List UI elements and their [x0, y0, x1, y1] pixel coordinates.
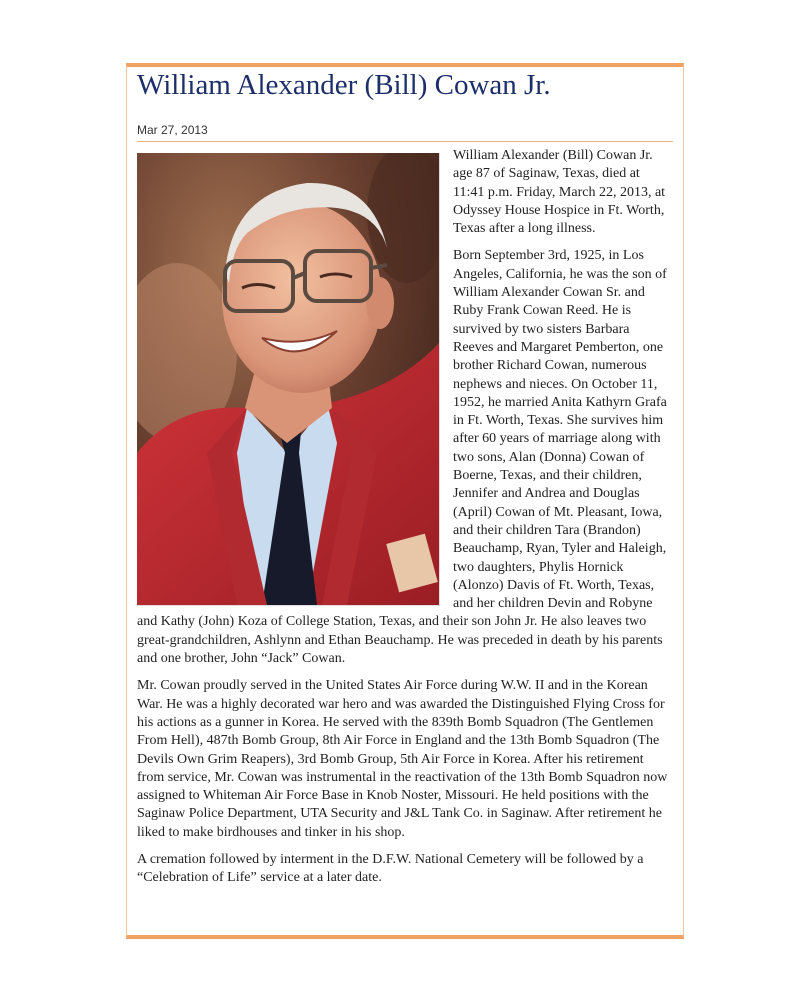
- portrait-illustration: [137, 153, 439, 605]
- obituary-body: [137, 143, 673, 897]
- paragraph: A cremation followed by interment in the D.F.W. National Cemetery will be followed by a “Celebration of Life” service at a later date.: [137, 851, 644, 886]
- obituary-title: William Alexander (Bill) Cowan Jr.: [137, 69, 551, 101]
- portrait-photo: [137, 153, 440, 606]
- paragraph: William Alexander (Bill) Cowan Jr. age 87 of Saginaw, Texas, died at 11:41 p.m. Friday, March 22, 2013, at Odyssey House Hospice in Ft. Worth, Texas after a long illness.: [453, 148, 666, 237]
- paragraph: Mr. Cowan proudly served in the United States Air Force during W.W. II and in the Korean War. He was a highly decorated war hero and was awarded the Distinguished Flying Cross for his actions as a gunner in Korea. He served with the 839th Bomb Squadron (The Gentlemen From Hell), 487th Bomb Group, 8th Air Force in England and the 13th Bomb Squadron (The Devils Own Grim Reapers), 3rd Bomb Group, 5th Air Force in Korea. After his retirement from service, Mr. Cowan was instrumental in the reactivation of the 13th Bomb Squadron now assigned to Whiteman Air Force Base in Knob Noster, Missouri. He held positions with the Saginaw Police Department, UTA Security and J&L Tank Co. in Saginaw. After retirement he liked to make birdhouses and tinker in his shop.: [137, 678, 668, 840]
- divider: [137, 141, 673, 142]
- publish-date: Mar 27, 2013: [137, 123, 208, 137]
- obituary-card: [126, 63, 684, 939]
- paragraph: Born September 3rd, 1925, in Los Angeles, California, he was the son of William Alexander Cowan Sr. and Ruby Frank Cowan Reed. He is survived by two sisters Barbara Reeves and Margaret Pemberton, one brother Richard Cowan, numerous nephews and nieces. On October 11, 1952, he married Anita Kathyrn Grafa in Ft. Worth, Texas. She survives him after 60 years of marriage along with two sons, Alan (Donna) Cowan of Boerne, Texas, and their children, Jennifer and Andrea and Douglas (April) Cowan of Mt. Pleasant, Iowa, and their children Tara (Brandon) Beauchamp, Ryan, Tyler and Haleigh, two daughters, Phylis Hornick (Alonzo) Davis of Ft. Worth, Texas, and her children Devin and Robyne and Kathy (John) Koza of College Station, Texas, and their son John Jr. He also leaves two great-grandchildren, Ashlynn and Ethan Beauchamp. He was preceded in death by his parents and one brother, John “Jack” Cowan.: [137, 248, 667, 667]
